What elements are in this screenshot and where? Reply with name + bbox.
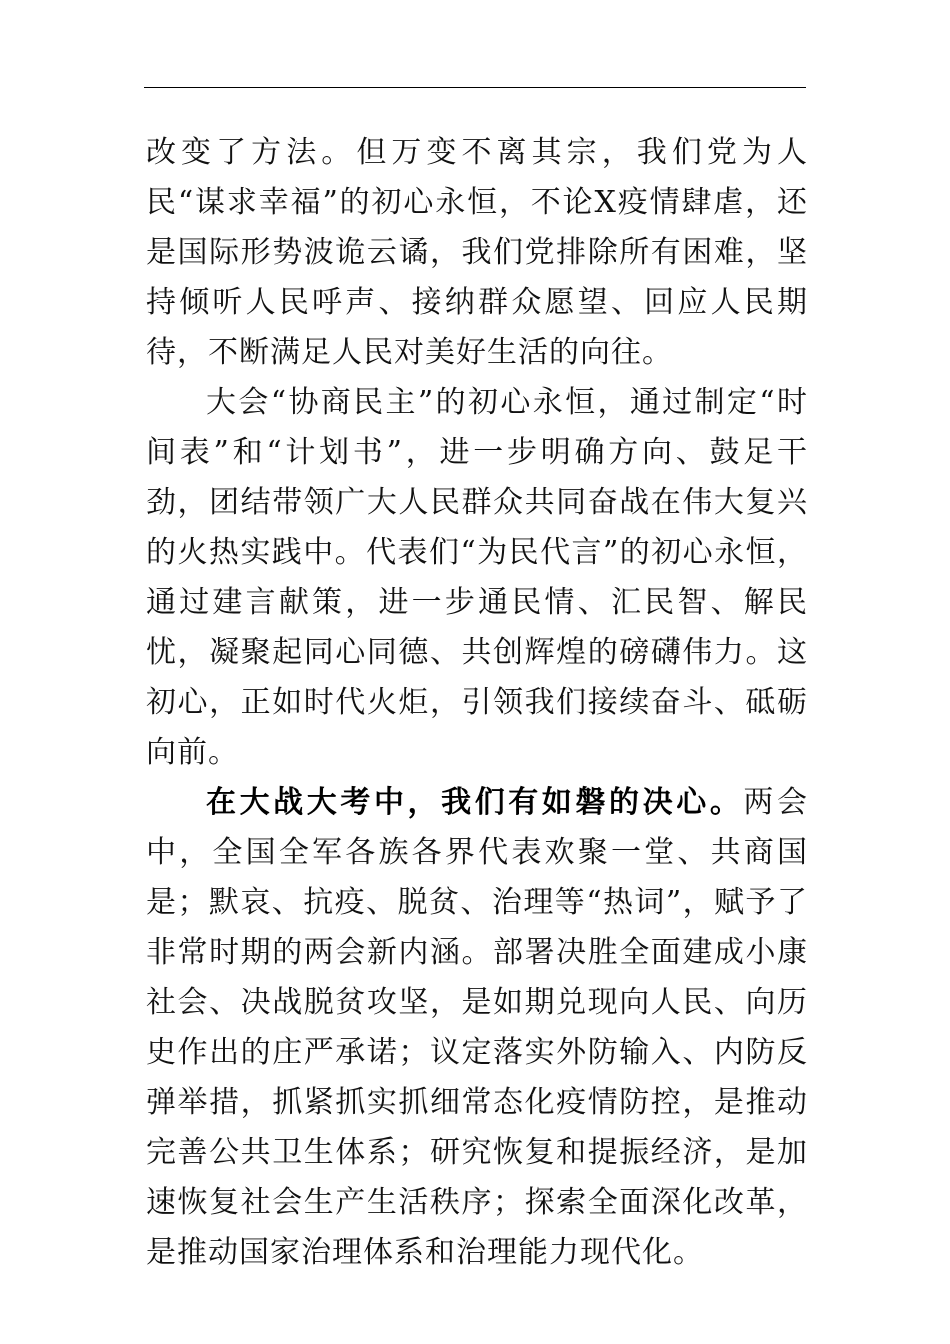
header-rule (144, 87, 806, 88)
paragraph-1 (146, 128, 808, 378)
paragraph-3-text: 两会中，全国全军各族各界代表欢聚一堂、共商国是；默哀、抗疫、脱贫、治理等“热词”，赋予了非常时期的两会新内涵。部署决胜全面建成小康社会、决战脱贫攻坚，是如期兑现向人民、向历史作出的庄严承诺；议定落实外防输入、内防反弹举措，抓紧抓实抓细常态化疫情防控，是推动完善公共卫生体系；研究恢复和提振经济，是加速恢复社会生产生活秩序；探索全面深化改革，是推动国家治理体系和治理能力现代化。 (146, 785, 809, 1270)
paragraph-2-text: 大会“协商民主”的初心永恒，通过制定“时间表”和“计划书”，进一步明确方向、鼓足干劲，团结带领广大人民群众共同奋战在伟大复兴的火热实践中。代表们“为民代言”的初心永恒，通过建言献策，进一步通民情、汇民智、解民忧，凝聚起同心同德、共创辉煌的磅礴伟力。这初心，正如时代火炬，引领我们接续奋斗、砥砺向前。 (146, 385, 808, 770)
paragraph-1-text: 改变了方法。但万变不离其宗，我们党为人民“谋求幸福”的初心永恒，不论X疫情肆虐，还是国际形势波诡云谲，我们党排除所有困难，坚持倾听人民呼声、接纳群众愿望、回应人民期待，不断满足人民对美好生活的向往。 (146, 135, 808, 370)
document-body (146, 128, 808, 1278)
paragraph-3 (146, 778, 808, 1278)
paragraph-2 (146, 378, 808, 778)
paragraph-3-lead-sentence: 在大战大考中，我们有如磐的决心。 (206, 785, 744, 820)
